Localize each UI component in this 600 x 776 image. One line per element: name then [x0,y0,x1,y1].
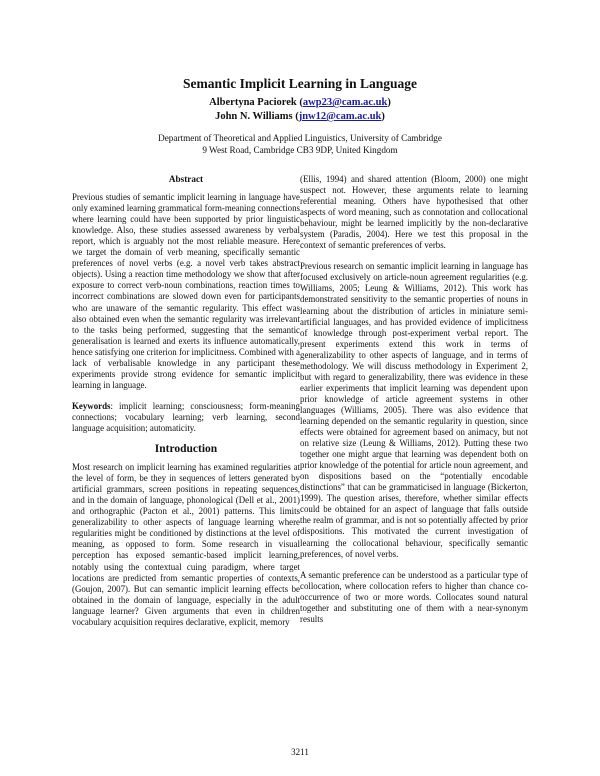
author-2 [0,111,600,122]
abstract-heading: Abstract [168,174,204,184]
author-2-close: ) [381,111,385,122]
author-1-close: ) [387,97,391,108]
author-1 [0,97,600,108]
affiliation-line-1: Department of Theoretical and Applied Linguistics, University of Cambridge [158,133,442,143]
affiliation-line-2: 9 West Road, Cambridge CB3 9DP, United Kingdom [202,145,398,155]
keywords-label: Keywords [72,400,111,411]
paper-title: Semantic Implicit Learning in Language [182,76,417,91]
right-paragraph-3: A semantic preference can be understood as a particular type of collocation, where collocation refers to higher than chance co-occurrence of two or more words. Collocates sound natural together and substituting one of them with a near-synonym results [300,569,528,624]
author-2-email-link[interactable]: jnw12@cam.ac.uk [298,111,382,122]
right-paragraph-2: Previous research on semantic implicit learning in language has focused exclusively on article-noun agreement regularities (e.g. Williams, 2005; Leung & Williams, 2012). This work has demonstrated sensitivity to the semantic properties of nouns in learning about the distribution of articles in miniature semi-artificial languages, and has provided evidence of implicitness of knowledge through post-experiment verbal report. The present experiments extend this work in terms of generalizability to other aspects of language, and in terms of methodology. We will discuss methodology in Experiment 2, but with regard to generalizability, there was evidence in these earlier experiments that implicit learning was dependent upon prior knowledge of article agreement systems in other languages (Williams, 2005). There was also evidence that learning depended on the semantic regularity in question, since effects were obtained for agreement based on animacy, but not on relative size (Leung & Williams, 2012). Putting these two together one might argue that learning was dependent both on prior knowledge of the potential for article noun agreement, and on dispositions based on the “potentially encodable distinctions” that can be grammaticised in language (Bickerton, 1999). The question arises, therefore, whether similar effects could be obtained for an aspect of language that falls outside the realm of grammar, and is not so potentially affected by prior dispositions. This motivated the current investigation of learning the collocational behaviour, specifically semantic preferences, of novel verbs. [300,261,528,559]
author-1-email-link[interactable]: awp23@cam.ac.uk [302,97,388,108]
right-paragraph-1: (Ellis, 1994) and shared attention (Bloom, 2000) one might suspect not. However, these arguments relate to learning referential meaning. Others have hypothesised that other aspects of word meaning, such as connotation and collocational behaviour, might be learned implicitly by the non-declarative system (Paradis, 2004). Here we test this proposal in the context of semantic preferences of verbs. [300,174,528,251]
page-number: 3211 [291,747,309,757]
introduction-paragraph-1: Most research on implicit learning has examined regularities at the level of form, be they in sequences of letters generated by artificial grammars, screen positions in repeating sequences, and in the domain of language, phonological (Dell et al., 2001) and orthographic (Pacton et al., 2001) patterns. This limits generalizability to other aspects of language learning where regularities might be conditioned by distinctions at the level of meaning, as opposed to form. Some research in visual perception has exposed semantic-based implicit learning, notably using the contextual cuing paradigm, where target locations are predicted from semantic properties of contexts, (Goujon, 2007). But can semantic implicit learning effects be obtained in the domain of language, especially in the adult language learner? Given arguments that even in children vocabulary acquisition requires declarative, explicit, memory [72,462,300,627]
keywords-text: : implicit learning; consciousness; form-meaning connections; vocabulary learning; verb learning, second language acquisition; automaticity. [72,400,300,433]
abstract-text: Previous studies of semantic implicit learning in language have only examined learning grammatical form-meaning connections where learning could have been supported by prior linguistic knowledge. Also, these studies assessed awareness by verbal report, which is arguably not the most reliable measure. Here we target the domain of verb meaning, specifically semantic preferences of novel verbs (e.g. a novel verb takes abstract objects). Using a reaction time methodology we show that after exposure to correct verb-noun combinations, reaction times to incorrect combinations are slowed down even for participants who are unaware of the semantic regularity. This effect was also obtained even when the semantic regularity was irrelevant to the tasks being performed, suggesting that the semantic generalisation is learned and exerts its influence automatically, hence satisfying one criterion for implicitness. Combined with a lack of verbalisable knowledge in any participant these experiments provide strong evidence for semantic implicit learning in language. [72,192,300,390]
author-1-name: Albertyna Paciorek ( [209,97,303,108]
left-column [72,174,300,628]
author-2-name: John N. Williams ( [215,111,299,122]
right-column [300,174,528,625]
introduction-heading: Introduction [154,443,218,456]
keywords [72,401,300,434]
